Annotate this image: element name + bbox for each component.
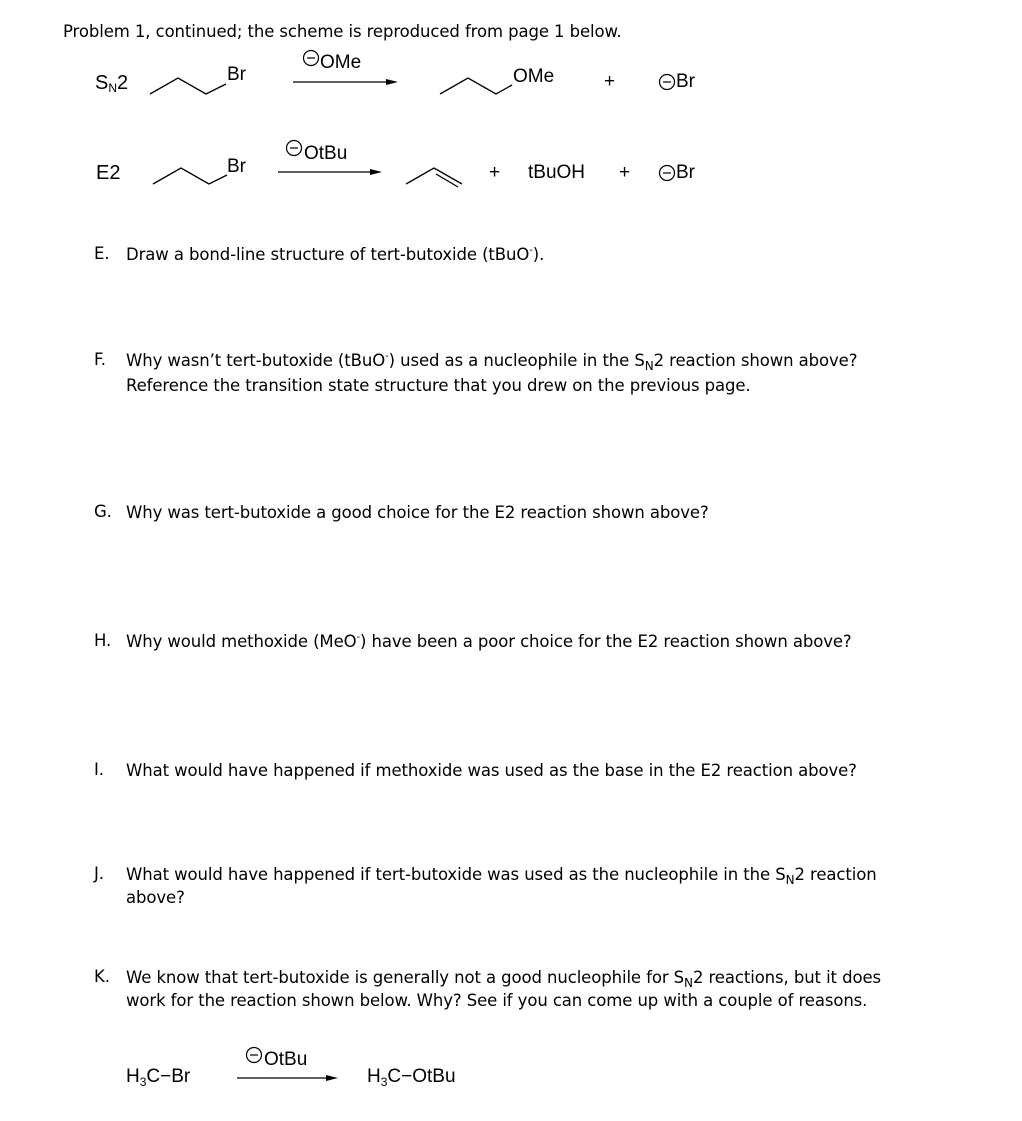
question-text-part: What would have happened if tert-butoxide was used as the nucleophile in the S [126, 865, 786, 884]
question-line: above? [126, 888, 185, 907]
question-text-part: Draw a bond-line structure of tert-butoxide (tBuO [126, 245, 530, 264]
subscript: 3 [139, 1075, 147, 1089]
question-letter: I. [94, 760, 104, 779]
e2-substrate-br: Br [227, 156, 246, 177]
question-text-part: ) used as a nucleophile in the S [388, 351, 645, 370]
final-product [367, 1066, 456, 1088]
e2-plus-1: + [489, 162, 501, 183]
superscript: - [356, 632, 361, 643]
subscript: 3 [380, 1075, 388, 1089]
question-text-part: 2 reaction shown above? [653, 351, 858, 370]
page-header: Problem 1, continued; the scheme is reproduced from page 1 below. [63, 22, 622, 41]
sn2-substrate-br: Br [227, 64, 246, 85]
question-text: What would have happened if methoxide was used as the base in the E2 reaction above? [126, 761, 857, 780]
final-product-h: H [367, 1066, 381, 1087]
question-letter: H. [94, 631, 112, 650]
e2-coproduct-tbuoh: tBuOH [528, 162, 586, 183]
e2-label: E2 [96, 162, 121, 184]
subscript: N [644, 359, 654, 373]
sn2-product-ome: OMe [513, 66, 555, 87]
question-letter: J. [94, 864, 104, 883]
question-line: Reference the transition state structure that you drew on the previous page. [126, 376, 751, 395]
question-text-part: ). [532, 245, 545, 264]
question-letter: K. [94, 967, 110, 986]
sn2-reagent: OMe [320, 52, 362, 73]
sn2-label-n: N [108, 81, 118, 95]
final-reagent: OtBu [264, 1049, 308, 1070]
subscript: N [684, 976, 693, 990]
sn2-plus: + [604, 71, 616, 92]
question-text-part: We know that tert-butoxide is generally not a good nucleophile for S [126, 968, 685, 987]
question-text-part: ) have been a poor choice for the E2 reaction shown above? [360, 632, 852, 651]
question-text: Why was tert-butoxide a good choice for the E2 reaction shown above? [126, 503, 709, 522]
sn2-label-s: S [95, 72, 109, 94]
question-letter: E. [94, 244, 110, 263]
question-letter: G. [94, 502, 112, 521]
superscript: - [529, 245, 533, 256]
question-line: work for the reaction shown below. Why? See if you can come up with a couple of reasons. [126, 991, 868, 1010]
question-text-part: Why wasn’t tert-butoxide (tBuO [126, 351, 386, 370]
superscript: - [385, 351, 389, 362]
final-reactant-rest: C−Br [146, 1066, 191, 1087]
sn2-label-2: 2 [117, 72, 129, 94]
e2-plus-2: + [619, 162, 631, 183]
e2-reagent: OtBu [304, 143, 348, 164]
subscript: N [785, 873, 795, 887]
final-reactant-h: H [126, 1066, 140, 1087]
question-text-part: 2 reactions, but it does [692, 968, 881, 987]
question-text-part: Why would methoxide (MeO [126, 632, 357, 651]
question-letter: F. [94, 350, 106, 369]
final-product-rest: C−OtBu [387, 1066, 456, 1087]
question-text-part: 2 reaction [794, 865, 877, 884]
sn2-byproduct-br: Br [676, 71, 695, 92]
e2-byproduct-br: Br [676, 162, 695, 183]
